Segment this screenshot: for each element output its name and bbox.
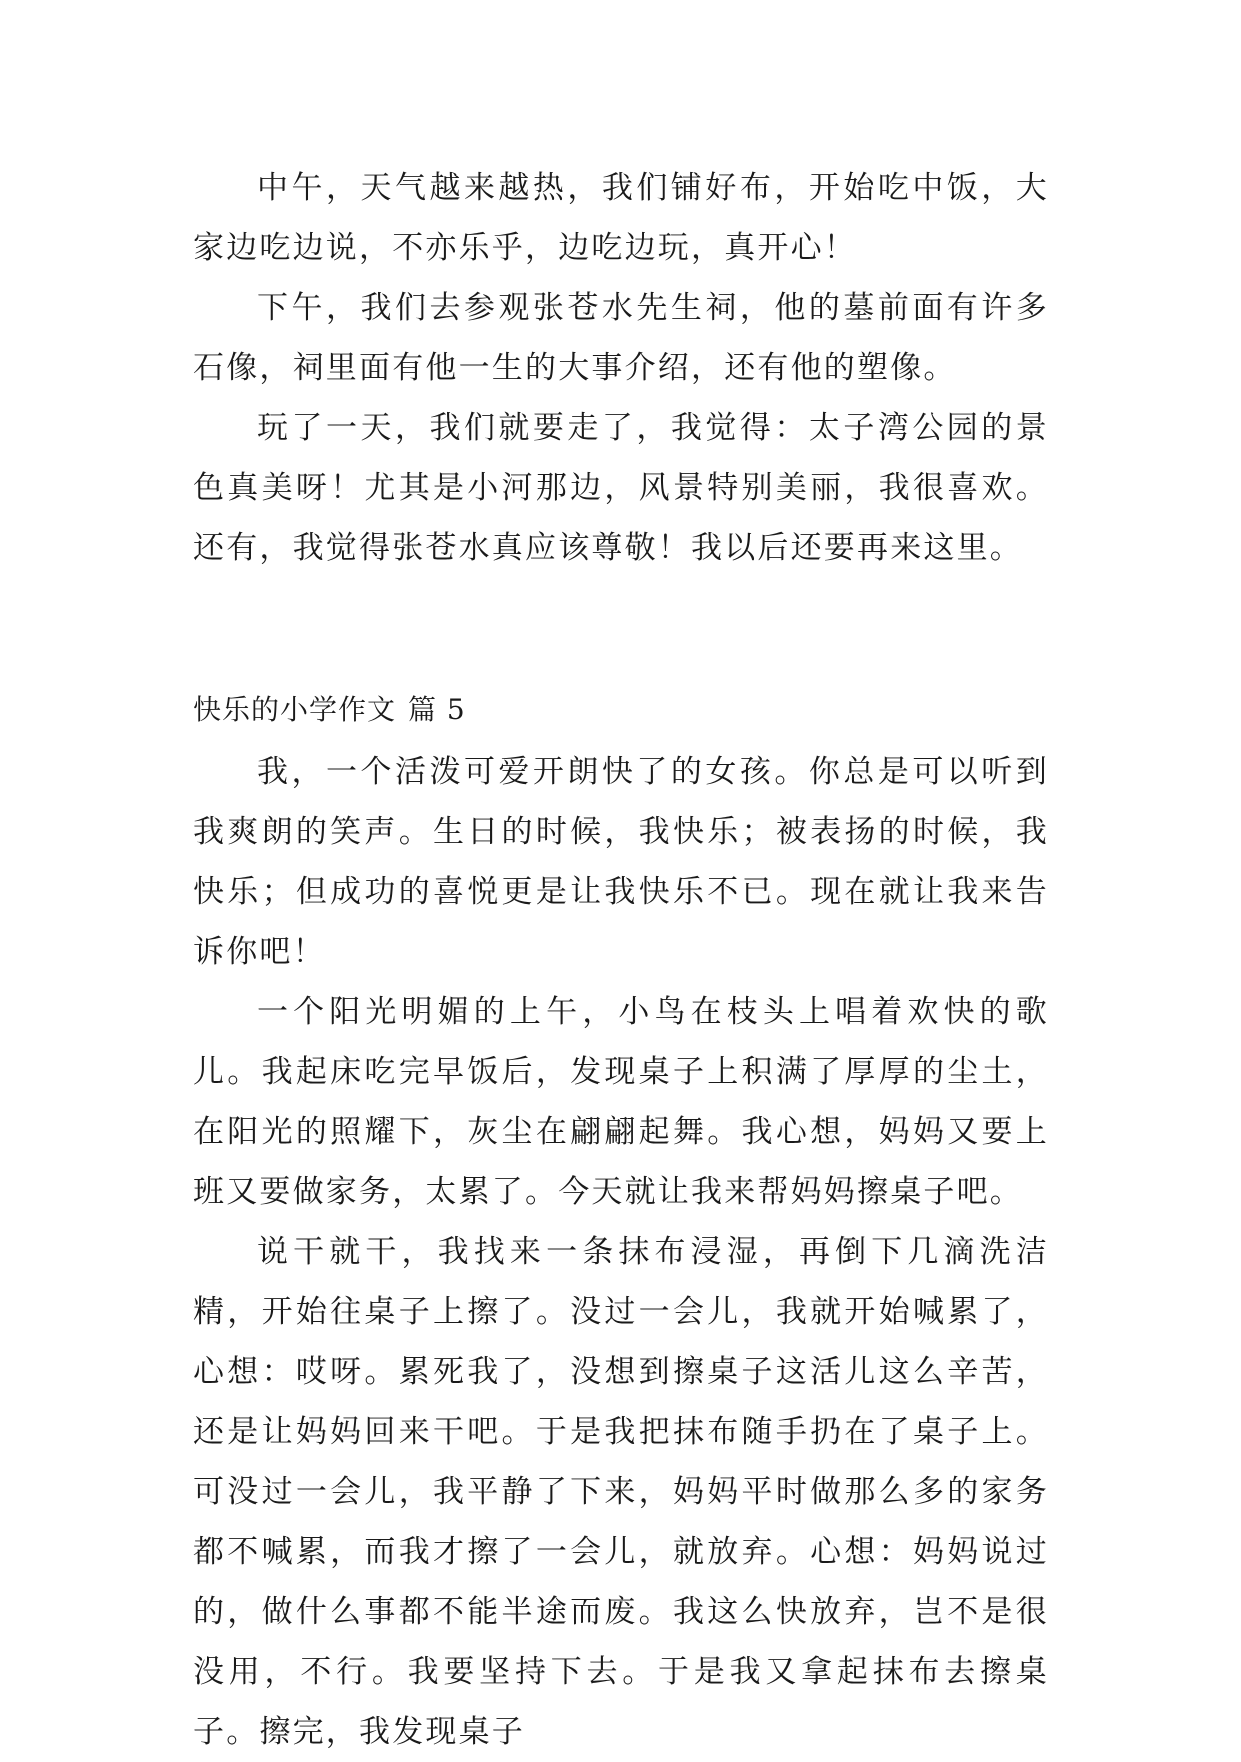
- paragraph-end-of-day: 玩了一天，我们就要走了，我觉得：太子湾公园的景色真美呀！尤其是小河那边，风景特别美丽，我很喜欢。还有，我觉得张苍水真应该尊敬！我以后还要再来这里。: [193, 410, 1049, 566]
- paragraph-cleaning: 说干就干，我找来一条抹布浸湿，再倒下几滴洗洁精，开始往桌子上擦了。没过一会儿，我就开始喊累了，心想：哎呀。累死我了，没想到擦桌子这活儿这么辛苦，还是让妈妈回来干吧。于是我把抹布随手扔在了桌子上。可没过一会儿，我平静了下来，妈妈平时做那么多的家务都不喊累，而我才擦了一会儿，就放弃。心想：妈妈说过的，做什么事都不能半途而废。我这么快放弃，岂不是很没用，不行。我要坚持下去。于是我又拿起抹布去擦桌子。擦完，我发现桌子: [193, 1234, 1049, 1750]
- section-number: 篇 5: [408, 693, 466, 726]
- section-heading: [193, 690, 1049, 730]
- paragraph-afternoon: 下午，我们去参观张苍水先生祠，他的墓前面有许多石像，祠里面有他一生的大事介绍，还有他的塑像。: [193, 290, 1049, 386]
- paragraph-morning: 一个阳光明媚的上午，小鸟在枝头上唱着欢快的歌儿。我起床吃完早饭后，发现桌子上积满了厚厚的尘土，在阳光的照耀下，灰尘在翩翩起舞。我心想，妈妈又要上班又要做家务，太累了。今天就让我来帮妈妈擦桌子吧。: [193, 994, 1049, 1210]
- document-body: [193, 158, 1049, 1762]
- paragraph-intro: 我，一个活泼可爱开朗快了的女孩。你总是可以听到我爽朗的笑声。生日的时候，我快乐；被表扬的时候，我快乐；但成功的喜悦更是让我快乐不已。现在就让我来告诉你吧！: [193, 754, 1049, 970]
- paragraph-lunch: 中午，天气越来越热，我们铺好布，开始吃中饭，大家边吃边说，不亦乐乎，边吃边玩，真开心！: [193, 170, 1049, 266]
- section-title: 快乐的小学作文: [193, 693, 397, 726]
